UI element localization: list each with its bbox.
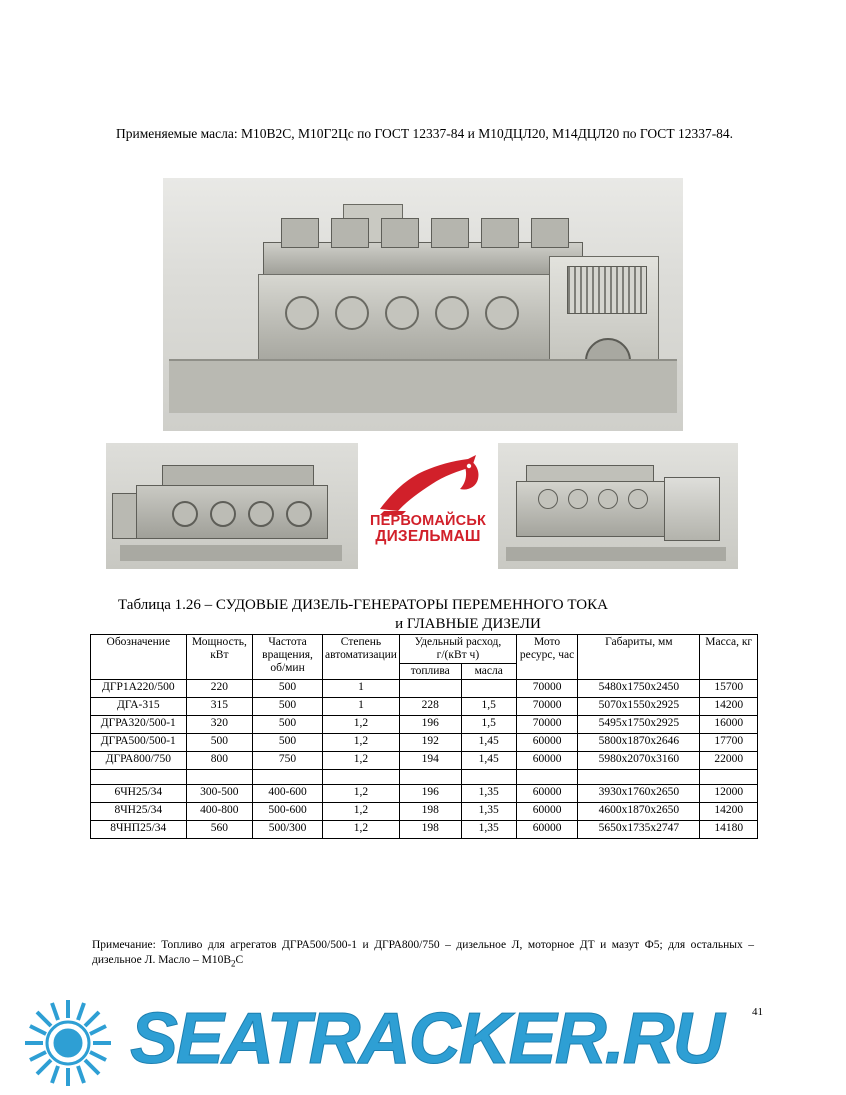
photo-cylinder <box>431 218 469 248</box>
cell-dimensions: 5480х1750х2450 <box>578 680 700 698</box>
cell-mass: 12000 <box>700 785 758 803</box>
cell-automation: 1 <box>322 680 399 698</box>
photo-inspection-hatch <box>285 296 319 330</box>
strip-left-hatch <box>172 501 198 527</box>
cell-motoresource: 60000 <box>516 803 577 821</box>
cell-power: 300-500 <box>186 785 252 803</box>
cell-mass: 15700 <box>700 680 758 698</box>
photo-cylinder <box>281 218 319 248</box>
cell-oil: 1,45 <box>461 752 516 770</box>
cell-motoresource: 60000 <box>516 734 577 752</box>
header-oil: масла <box>461 664 516 680</box>
cell-designation: ДГРА800/750 <box>91 752 187 770</box>
cell-automation: 1,2 <box>322 716 399 734</box>
cell-frequency: 750 <box>253 752 323 770</box>
table-row <box>91 698 758 716</box>
cell-motoresource: 70000 <box>516 698 577 716</box>
photo-inspection-hatch <box>435 296 469 330</box>
cell-oil: 1,35 <box>461 821 516 839</box>
photo-cylinder <box>331 218 369 248</box>
cell-oil: 1,5 <box>461 716 516 734</box>
cell-dimensions: 3930х1760х2650 <box>578 785 700 803</box>
cell-frequency: 500 <box>253 734 323 752</box>
strip-right-hatch <box>568 489 588 509</box>
cell-motoresource: 70000 <box>516 716 577 734</box>
photo-cooling-fins <box>567 266 647 314</box>
strip-right-hatch <box>628 489 648 509</box>
strip-right-base <box>506 547 726 561</box>
cell-power: 315 <box>186 698 252 716</box>
cell-power: 320 <box>186 716 252 734</box>
table-row <box>91 716 758 734</box>
cell-power: 400-800 <box>186 803 252 821</box>
photo-inspection-hatch <box>335 296 369 330</box>
cell-frequency <box>253 770 323 785</box>
table-row <box>91 821 758 839</box>
table-row-spacer <box>91 770 758 785</box>
cell-fuel <box>399 680 461 698</box>
header-mass: Масса, кг <box>700 635 758 680</box>
cell-motoresource: 60000 <box>516 785 577 803</box>
cell-mass: 22000 <box>700 752 758 770</box>
header-automation: Степень автоматизации <box>322 635 399 680</box>
table-note <box>92 938 754 970</box>
table-caption <box>118 596 778 634</box>
cell-motoresource <box>516 770 577 785</box>
watermark-text: SEATRACKER.RU <box>130 999 723 1079</box>
bear-icon <box>372 449 484 515</box>
cell-frequency: 500/300 <box>253 821 323 839</box>
cell-oil <box>461 680 516 698</box>
strip-left-hatch <box>210 501 236 527</box>
intro-paragraph: Применяемые масла: М10В2С, М10Г2Цс по ГОСТ 12337-84 и М10ДЦЛ20, М14ДЦЛ20 по ГОСТ 12337-84. <box>116 126 734 141</box>
cell-designation: 8ЧНП25/34 <box>91 821 187 839</box>
cell-automation: 1,2 <box>322 734 399 752</box>
cell-designation: ДГРА320/500-1 <box>91 716 187 734</box>
cell-motoresource: 70000 <box>516 680 577 698</box>
cell-dimensions: 5980х2070х3160 <box>578 752 700 770</box>
cell-automation: 1,2 <box>322 752 399 770</box>
table-body <box>91 680 758 839</box>
cell-frequency: 400-600 <box>253 785 323 803</box>
cell-dimensions: 5070х1550х2925 <box>578 698 700 716</box>
table-caption-line-2: и ГЛАВНЫЕ ДИЗЕЛИ <box>395 616 541 632</box>
header-fuel: топлива <box>399 664 461 680</box>
cell-dimensions: 5495х1750х2925 <box>578 716 700 734</box>
cell-automation: 1,2 <box>322 803 399 821</box>
cell-mass: 16000 <box>700 716 758 734</box>
cell-motoresource: 60000 <box>516 752 577 770</box>
cell-designation: ДГА-315 <box>91 698 187 716</box>
header-consumption: Удельный расход, г/(кВт ч) <box>399 635 516 664</box>
cell-designation: 6ЧН25/34 <box>91 785 187 803</box>
cell-power: 220 <box>186 680 252 698</box>
cell-dimensions: 5650х1735х2747 <box>578 821 700 839</box>
cell-fuel: 196 <box>399 785 461 803</box>
photo-bedplate <box>169 359 677 413</box>
strip-right-hatch <box>598 489 618 509</box>
cell-mass: 14200 <box>700 698 758 716</box>
table-row <box>91 752 758 770</box>
header-dimensions: Габариты, мм <box>578 635 700 680</box>
cell-designation: 8ЧН25/34 <box>91 803 187 821</box>
cell-designation <box>91 770 187 785</box>
strip-left-photo <box>106 443 358 569</box>
cell-motoresource: 60000 <box>516 821 577 839</box>
photo-cylinder <box>481 218 519 248</box>
logo-line-1: ПЕРВОМАЙСЬК <box>369 513 487 529</box>
cell-mass <box>700 770 758 785</box>
logo-line-2: ДИЗЕЛЬМАШ <box>375 528 481 545</box>
cell-oil: 1,5 <box>461 698 516 716</box>
cell-power: 800 <box>186 752 252 770</box>
photo-cylinder <box>531 218 569 248</box>
note-text-part-1: Примечание: Топливо для агрегатов ДГРА500/500-1 и ДГРА800/750 – дизельное Л, моторное ДТ и мазут Ф5; для остальных – дизельное Л. Масло – М10В <box>92 939 754 966</box>
note-subscript: 2 <box>231 957 236 968</box>
table-row <box>91 785 758 803</box>
strip-right-block <box>516 481 668 537</box>
header-designation: Обозначение <box>91 635 187 680</box>
cell-frequency: 500 <box>253 698 323 716</box>
strip-right-hatch <box>538 489 558 509</box>
strip-right-generator <box>664 477 720 541</box>
cell-dimensions: 4600х1870х2650 <box>578 803 700 821</box>
cell-oil: 1,45 <box>461 734 516 752</box>
cell-oil: 1,35 <box>461 803 516 821</box>
cell-fuel: 228 <box>399 698 461 716</box>
cell-fuel: 194 <box>399 752 461 770</box>
cell-automation: 1 <box>322 698 399 716</box>
header-power: Мощность, кВт <box>186 635 252 680</box>
cell-frequency: 500 <box>253 680 323 698</box>
cell-dimensions: 5800х1870х2646 <box>578 734 700 752</box>
sun-burst-icon <box>6 998 130 1088</box>
table-header-row <box>91 635 758 664</box>
main-engine-photo <box>163 178 683 431</box>
image-strip <box>106 443 738 569</box>
table-row <box>91 734 758 752</box>
photo-inspection-hatch <box>385 296 419 330</box>
table-row <box>91 680 758 698</box>
cell-fuel: 198 <box>399 821 461 839</box>
watermark <box>0 990 846 1095</box>
cell-designation: ДГРА500/500-1 <box>91 734 187 752</box>
company-logo <box>358 447 498 565</box>
photo-cylinder <box>381 218 419 248</box>
strip-left-hatch <box>286 501 312 527</box>
table-caption-line-1: Таблица 1.26 – СУДОВЫЕ ДИЗЕЛЬ-ГЕНЕРАТОРЫ ПЕРЕМЕННОГО ТОКА <box>118 597 608 613</box>
cell-fuel: 196 <box>399 716 461 734</box>
cell-automation <box>322 770 399 785</box>
cell-dimensions <box>578 770 700 785</box>
note-text-part-2: С <box>235 953 244 966</box>
cell-power <box>186 770 252 785</box>
photo-inspection-hatch <box>485 296 519 330</box>
strip-right-photo <box>498 443 738 569</box>
cell-oil <box>461 770 516 785</box>
cell-frequency: 500-600 <box>253 803 323 821</box>
cell-mass: 17700 <box>700 734 758 752</box>
cell-frequency: 500 <box>253 716 323 734</box>
strip-left-hatch <box>248 501 274 527</box>
cell-fuel <box>399 770 461 785</box>
cell-fuel: 198 <box>399 803 461 821</box>
strip-logo-cell <box>358 443 498 569</box>
header-motoresource: Мото ресурс, час <box>516 635 577 680</box>
cell-oil: 1,35 <box>461 785 516 803</box>
header-frequency: Частота вращения, об/мин <box>253 635 323 680</box>
cell-mass: 14200 <box>700 803 758 821</box>
page-number: 41 <box>752 1006 763 1018</box>
logo-text <box>358 513 498 545</box>
cell-designation: ДГР1А220/500 <box>91 680 187 698</box>
cell-power: 560 <box>186 821 252 839</box>
strip-left-base <box>120 545 342 561</box>
cell-automation: 1,2 <box>322 785 399 803</box>
cell-power: 500 <box>186 734 252 752</box>
cell-mass: 14180 <box>700 821 758 839</box>
table-row <box>91 803 758 821</box>
cell-automation: 1,2 <box>322 821 399 839</box>
cell-fuel: 192 <box>399 734 461 752</box>
specification-table <box>90 634 758 839</box>
